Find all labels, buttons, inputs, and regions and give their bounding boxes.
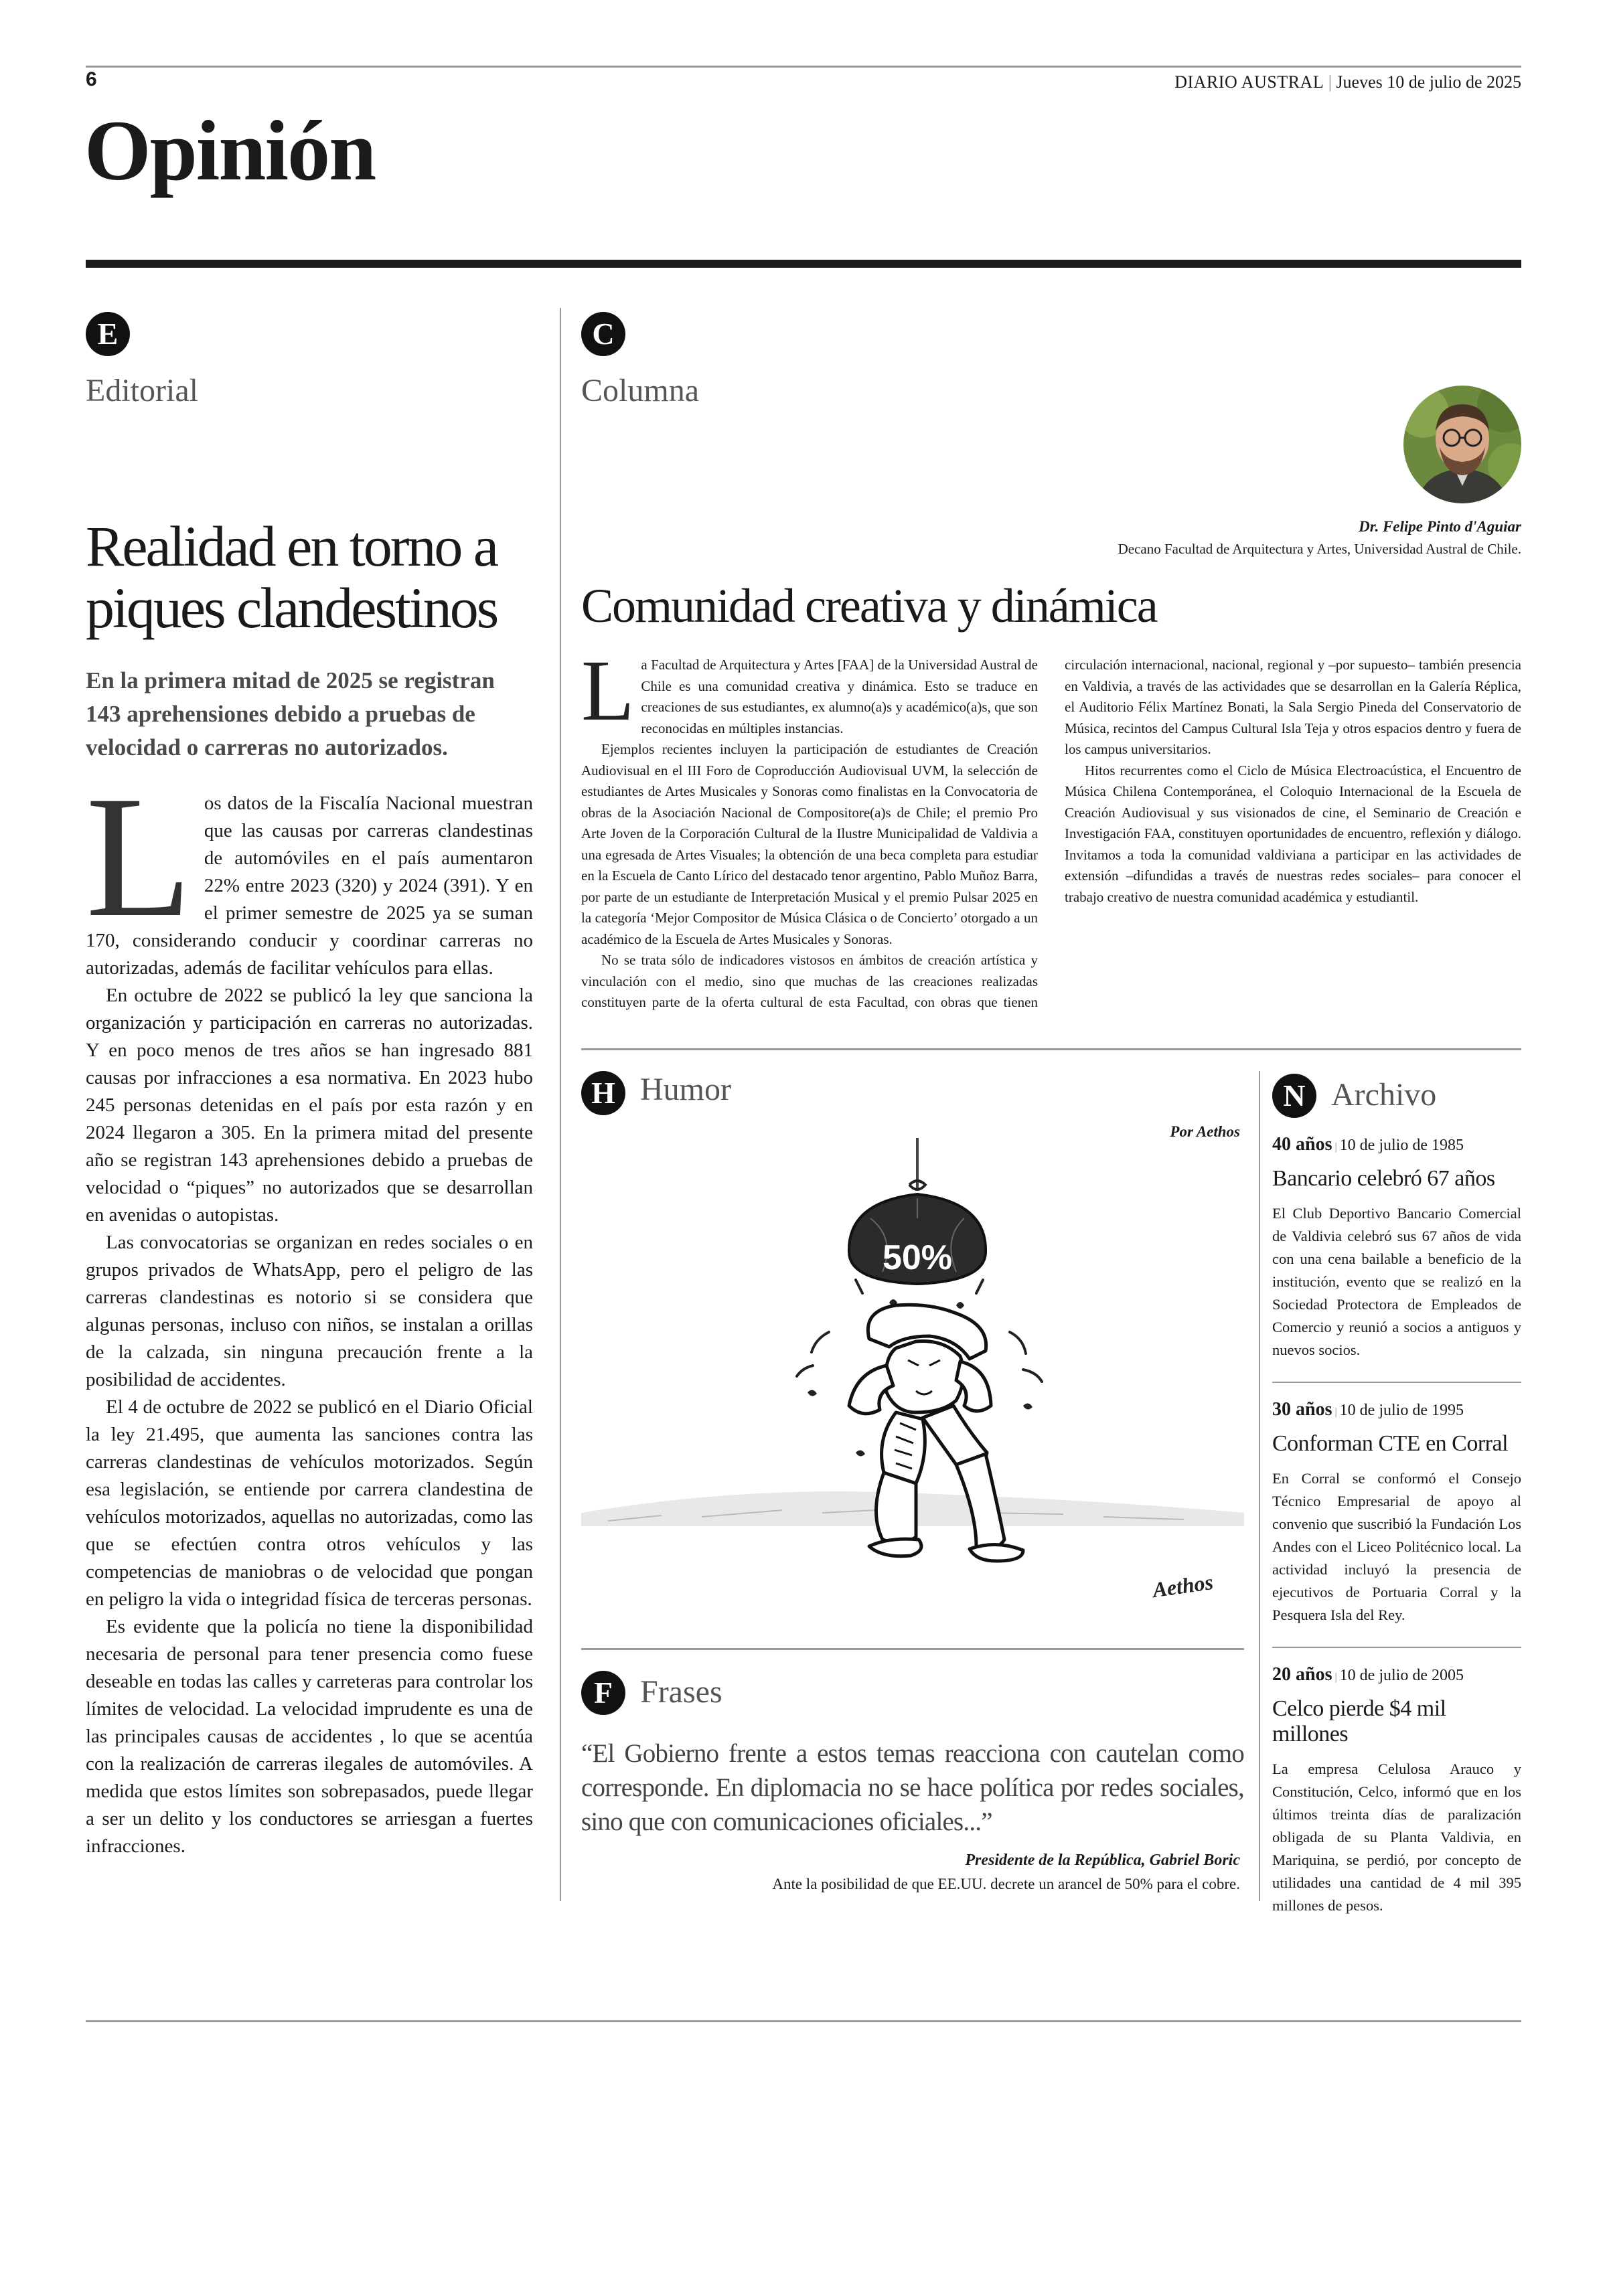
humor-archivo-divider [1259,1071,1260,1901]
archivo-item-text: En Corral se conformó el Consejo Técnico Empresarial de apoyo al convenio que suscribió la Fundación Los Andes con el Liceo Politécnico local. La actividad incluyó la presencia de ejecutivos de Portuaria Corral y la Pesquera Isla del Rey. [1272,1470,1521,1623]
column-author-name: Dr. Felipe Pinto d'Aguiar [1359,518,1521,535]
column-paragraph: No se trata sólo de indicadores vistosos en ámbitos de creación artística y vinculación con el medio, sino que muchas de las creaciones realizadas constituyen parte de la oferta cultural de esta Facultad, con obras que tienen circulación internacional, nacional, regional y –por supuesto– también presencia en Valdivia, a través de las actividades que se desarrollan en la Galería Réplica, el Auditorio Félix Martínez Bonati, la Sala Sergio Pineda del Conservatorio de Música, recintos del Campus Cultural Isla Teja y otros espacios dentro y fuera de los campus universitarios. [581,657,1521,1010]
editorial-paragraph: El 4 de octubre de 2022 se publicó en el Diario Oficial la ley 21.495, que aumenta las sanciones contra las carreras clandestinas de vehículos motorizados. Según esa legislación, se entiende por carrera clandestina de vehículos motorizados, aquellas no autorizadas, como las que se efectúen contra otros vehículos y las competencias de maniobras o de velocidad que pongan en peligro la vida o integridad física de terceras personas. [86,1396,533,1610]
column-badge: C [581,312,625,356]
column-dropcap: L [581,643,635,739]
section-title: Opinión [84,103,376,198]
humor-credit: Por Aethos [1170,1123,1240,1140]
archivo-years: 30 años [1272,1399,1332,1420]
archivo-divider [1272,1647,1521,1648]
archivo-item [1272,1664,1521,1917]
cartoon-signature: Aethos [1151,1569,1215,1603]
archivo-item-title: Celco pierde $4 mil millones [1272,1696,1446,1746]
archivo-separator: | [1332,1141,1340,1153]
masthead-line [1174,72,1521,92]
cartoon-bag-label: 50% [882,1238,953,1277]
page-number: 6 [86,68,97,90]
humor-bottom-rule [581,1648,1244,1650]
archivo-label: Archivo [1331,1077,1437,1113]
editorial-paragraph: Es evidente que la policía no tiene la disponibilidad necesaria de personal para tener presencia como fuese deseable en todas las calles y carreteras para controlar los límites de velocidad. La velocidad imprudente es una de las principales causas de accidentes , lo que se acentúa con la realización de carreras ilegales de automóviles. A medida que estos límites son sobrepasados, puede llegar a ser un delito y los conductores se arriesgan a fuertes infracciones. [86,1616,533,1857]
column-paragraph: Ejemplos recientes incluyen la participación de estudiantes de Creación Audiovisual en el III Foro de Coproducción Audiovisual UVM, la selección de estudiantes de Artes Musicales y Sonoras como finalistas en la Convocatoria de obras de la Asociación Nacional de Compositore(a)s de Chile; el premio Pro Arte Joven de la Corporación Cultural de la Ilustre Municipalidad de Valdivia a una egresada de Artes Visuales; la obtención de una beca completa para estudiar en la Escuela de Canto Lírico del destacado tenor argentino, Pablo Muñoz Barra, por parte de un estudiante de Interpretación Musical y el premio Pulsar 2025 en la categoría ‘Mejor Compositor de Música Clásica o de Concierto’ otorgado a un académico de la Escuela de Artes Musicales y Sonoras. [581,741,1038,947]
editorial-label: Editorial [86,373,198,408]
archivo-years: 40 años [1272,1134,1332,1155]
frases-attribution: Presidente de la República, Gabriel Boric [965,1852,1240,1869]
frases-quote: “El Gobierno frente a estos temas reacciona con cautelan como corresponde. En diplomacia no se hace política por redes sociales, sino que con comunicaciones oficiales...” [581,1739,1244,1836]
column-label: Columna [581,373,699,408]
editorial-body [86,760,533,1860]
archivo-divider [1272,1382,1521,1383]
newspaper-name: DIARIO AUSTRAL [1174,72,1324,92]
editorial-badge: E [86,312,130,356]
top-rule [86,66,1521,68]
frases-badge: F [581,1671,625,1715]
editorial-paragraph: En octubre de 2022 se publicó la ley que sanciona la organización y participación en carreras no autorizadas. Y en poco menos de tres años se han ingresado 881 causas por infracciones a esa normativa. En 2023 hubo 245 personas detenidas en el país por esta razón y en 2024 llegaron a 305. En la primera mitad del presente año se registran 143 aprehensiones debido a pruebas de velocidad o “piques” no autorizados que se desarrollan en avenidas o autopistas. [86,985,533,1226]
editorial-paragraph: os datos de la Fiscalía Nacional muestran que las causas por carreras clandestinas de automóviles en el país aumentaron 22% entre 2023 (320) y 2024 (391). Y en el primer semestre de 2025 ya se suman 170, considerando conducir y coordinar carreras no autorizadas, además de facilitar vehículos para ellas. [86,793,533,979]
page-bottom-rule [86,2020,1521,2022]
humor-badge: H [581,1071,625,1115]
archivo-date: 10 de julio de 1985 [1339,1137,1464,1154]
column-headline: Comunidad creativa y dinámica [581,579,1157,633]
archivo-item [1272,1399,1521,1627]
archivo-years: 20 años [1272,1664,1332,1685]
archivo-date: 10 de julio de 2005 [1339,1667,1464,1684]
column-author-title: Decano Facultad de Arquitectura y Artes, Universidad Austral de Chile. [1118,541,1521,557]
column-body [581,643,1521,1032]
editorial-headline-line2: piques clandestinos [86,576,498,640]
editorial-headline [86,515,548,639]
humor-cartoon [581,1138,1244,1620]
section-title-rule [86,260,1521,268]
editorial-lead: En la primera mitad de 2025 se registran 143 aprehensiones debido a pruebas de velocidad o carreras no autorizados. [86,667,495,760]
archivo-badge: N [1272,1074,1316,1118]
editorial-column-divider [560,308,561,1901]
archivo-date: 10 de julio de 1995 [1339,1402,1464,1419]
archivo-item-title: Bancario celebró 67 años [1272,1166,1495,1191]
archivo-item-title: Conforman CTE en Corral [1272,1431,1509,1456]
frases-label: Frases [640,1674,722,1710]
archivo-item-text: El Club Deportivo Bancario Comercial de Valdivia celebró sus 67 años de vida con una cena bailable a beneficio de la institución, evento que se realizó en la Sociedad Protectora de Empleados de Comercio y reunió a socios a antiguos y nuevos socios. [1272,1205,1521,1358]
column-bottom-rule [581,1048,1521,1050]
archivo-separator: | [1332,1406,1340,1418]
issue-date: Jueves 10 de julio de 2025 [1336,72,1521,92]
column-paragraph: a Facultad de Arquitectura y Artes [FAA] de la Universidad Austral de Chile es una comunidad creativa y dinámica. Esto se traduce en creaciones de sus estudiantes, ex alumno(a)s y académico(a)s, que son reconocidas en múltiples instancias. [641,657,1038,736]
frases-context: Ante la posibilidad de que EE.UU. decrete un arancel de 50% para el cobre. [772,1876,1240,1892]
author-photo [1403,386,1521,503]
column-paragraph: Hitos recurrentes como el Ciclo de Música Electroacústica, el Encuentro de Música Chilena Contemporánea, el Coloquio Internacional de la Escuela de Creación Audiovisual y sus visionados de cine, el Seminario de Creación e Investigación FAA, constituyen oportunidades de encuentro, reflexión y diálogo. Invitamos a toda la comunidad valdiviana a participar en las actividades de extensión –difundidas a través de nuestras redes sociales– para conocer el trabajo creativo de nuestra comunidad académica y estudiantil. [1065,762,1521,905]
masthead-separator: | [1324,72,1336,92]
archivo-separator: | [1332,1671,1340,1683]
humor-label: Humor [640,1072,731,1107]
editorial-headline-line1: Realidad en torno a [86,514,498,578]
archivo-item [1272,1134,1521,1362]
archivo-item-text: La empresa Celulosa Arauco y Constitución, Celco, informó que en los últimos treinta días de paralización obligada de su Planta Valdivia, en Mariquina, se perdió, por concepto de utilidades una cantidad de 4 mil 395 millones de pesos. [1272,1760,1521,1914]
editorial-paragraph: Las convocatorias se organizan en redes sociales o en grupos privados de WhatsApp, pero el peligro de las carreras clandestinas es notorio si se considera que algunas personas, incluso con niños, se instalan a orillas de la calzada, sin ninguna precaución frente a la posibilidad de accidentes. [86,1232,533,1390]
editorial-dropcap: L [86,760,192,953]
